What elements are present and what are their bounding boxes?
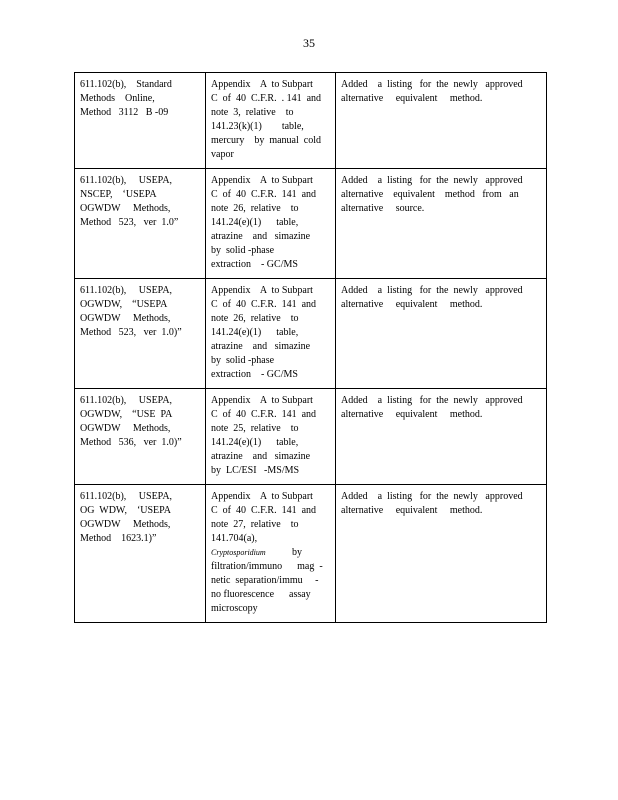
table-row bbox=[75, 389, 547, 485]
organism-name: Cryptosporidium bbox=[211, 548, 266, 557]
change-line: alternative equivalent method. bbox=[341, 409, 483, 420]
reference-line: 141.24(e)(1) table, bbox=[211, 217, 299, 228]
reference-line: by solid -phase bbox=[211, 355, 275, 366]
reference-line: note 25, relative to bbox=[211, 423, 299, 434]
change-cell bbox=[336, 485, 547, 623]
reference-line: C of 40 C.F.R. . 141 and bbox=[211, 93, 322, 104]
section-line: NSCEP, ‘USEPA bbox=[80, 189, 157, 200]
reference-line: by solid -phase bbox=[211, 245, 275, 256]
section-line: Method 3112 B -09 bbox=[80, 107, 169, 118]
reference-line: atrazine and simazine bbox=[211, 451, 311, 462]
section-line: 611.102(b), Standard bbox=[80, 79, 172, 90]
reference-line: no fluorescence assay bbox=[211, 589, 311, 600]
section-line: Method 523, ver 1.0” bbox=[80, 217, 179, 228]
amendments-table bbox=[74, 72, 547, 623]
reference-line: 141.23(k)(1) table, bbox=[211, 121, 304, 132]
reference-line: vapor bbox=[211, 149, 234, 160]
change-cell bbox=[336, 169, 547, 279]
reference-line: C of 40 C.F.R. 141 and bbox=[211, 189, 317, 200]
table-row bbox=[75, 279, 547, 389]
reference-cell bbox=[206, 485, 336, 623]
section-line: OGWDW Methods, bbox=[80, 423, 171, 434]
table-row bbox=[75, 169, 547, 279]
section-line: OGWDW Methods, bbox=[80, 203, 171, 214]
section-cell bbox=[75, 169, 206, 279]
reference-cell bbox=[206, 279, 336, 389]
reference-line: atrazine and simazine bbox=[211, 341, 311, 352]
section-line: OGWDW, “USE PA bbox=[80, 409, 173, 420]
change-cell bbox=[336, 73, 547, 169]
change-line: alternative equivalent method. bbox=[341, 93, 483, 104]
change-line: Added a listing for the newly approved bbox=[341, 395, 523, 406]
reference-line: Appendix A to Subpart bbox=[211, 175, 313, 186]
reference-cell bbox=[206, 73, 336, 169]
change-line: alternative source. bbox=[341, 203, 425, 214]
change-line: Added a listing for the newly approved bbox=[341, 491, 523, 502]
reference-line: C of 40 C.F.R. 141 and bbox=[211, 299, 317, 310]
page-number: 35 bbox=[303, 36, 315, 50]
section-line: OGWDW, “USEPA bbox=[80, 299, 168, 310]
change-line: alternative equivalent method. bbox=[341, 299, 483, 310]
reference-line: C of 40 C.F.R. 141 and bbox=[211, 409, 317, 420]
reference-line: extraction - GC/MS bbox=[211, 259, 298, 270]
change-line: alternative equivalent method. bbox=[341, 505, 483, 516]
reference-line: mercury by manual cold bbox=[211, 135, 321, 146]
reference-line: note 27, relative to bbox=[211, 519, 299, 530]
change-cell bbox=[336, 279, 547, 389]
table-row bbox=[75, 73, 547, 169]
reference-line: atrazine and simazine bbox=[211, 231, 311, 242]
reference-line: netic separation/immu - bbox=[211, 575, 319, 586]
reference-line: Appendix A to Subpart bbox=[211, 79, 313, 90]
section-line: OGWDW Methods, bbox=[80, 519, 171, 530]
section-cell bbox=[75, 485, 206, 623]
section-line: OG WDW, ‘USEPA bbox=[80, 505, 172, 516]
section-cell bbox=[75, 73, 206, 169]
change-line: Added a listing for the newly approved bbox=[341, 175, 523, 186]
reference-line: Appendix A to Subpart bbox=[211, 285, 313, 296]
change-line: alternative equivalent method from an bbox=[341, 189, 519, 200]
section-line: Methods Online, bbox=[80, 93, 155, 104]
reference-line: microscopy bbox=[211, 603, 258, 614]
change-line: Added a listing for the newly approved bbox=[341, 285, 523, 296]
table-row bbox=[75, 485, 547, 623]
change-line: Added a listing for the newly approved bbox=[341, 79, 523, 90]
reference-line: extraction - GC/MS bbox=[211, 369, 298, 380]
section-line: 611.102(b), USEPA, bbox=[80, 285, 173, 296]
section-line: 611.102(b), USEPA, bbox=[80, 491, 173, 502]
section-line: Method 536, ver 1.0)” bbox=[80, 437, 182, 448]
section-line: Method 523, ver 1.0)” bbox=[80, 327, 182, 338]
reference-line bbox=[211, 546, 330, 560]
reference-line: note 26, relative to bbox=[211, 313, 299, 324]
reference-line: by LC/ESI -MS/MS bbox=[211, 465, 300, 476]
reference-line: Appendix A to Subpart bbox=[211, 491, 313, 502]
reference-line: 141.24(e)(1) table, bbox=[211, 437, 299, 448]
section-line: OGWDW Methods, bbox=[80, 313, 171, 324]
reference-line: 141.704(a), bbox=[211, 533, 258, 544]
reference-line: filtration/immuno mag - bbox=[211, 561, 323, 572]
reference-cell bbox=[206, 169, 336, 279]
section-cell bbox=[75, 279, 206, 389]
section-line: 611.102(b), USEPA, bbox=[80, 175, 173, 186]
reference-line: 141.24(e)(1) table, bbox=[211, 327, 299, 338]
reference-by: by bbox=[292, 547, 302, 558]
section-line: Method 1623.1)” bbox=[80, 533, 157, 544]
section-cell bbox=[75, 389, 206, 485]
reference-line: note 3, relative to bbox=[211, 107, 294, 118]
reference-cell bbox=[206, 389, 336, 485]
reference-line: C of 40 C.F.R. 141 and bbox=[211, 505, 317, 516]
change-cell bbox=[336, 389, 547, 485]
reference-line: note 26, relative to bbox=[211, 203, 299, 214]
reference-line: Appendix A to Subpart bbox=[211, 395, 313, 406]
section-line: 611.102(b), USEPA, bbox=[80, 395, 173, 406]
